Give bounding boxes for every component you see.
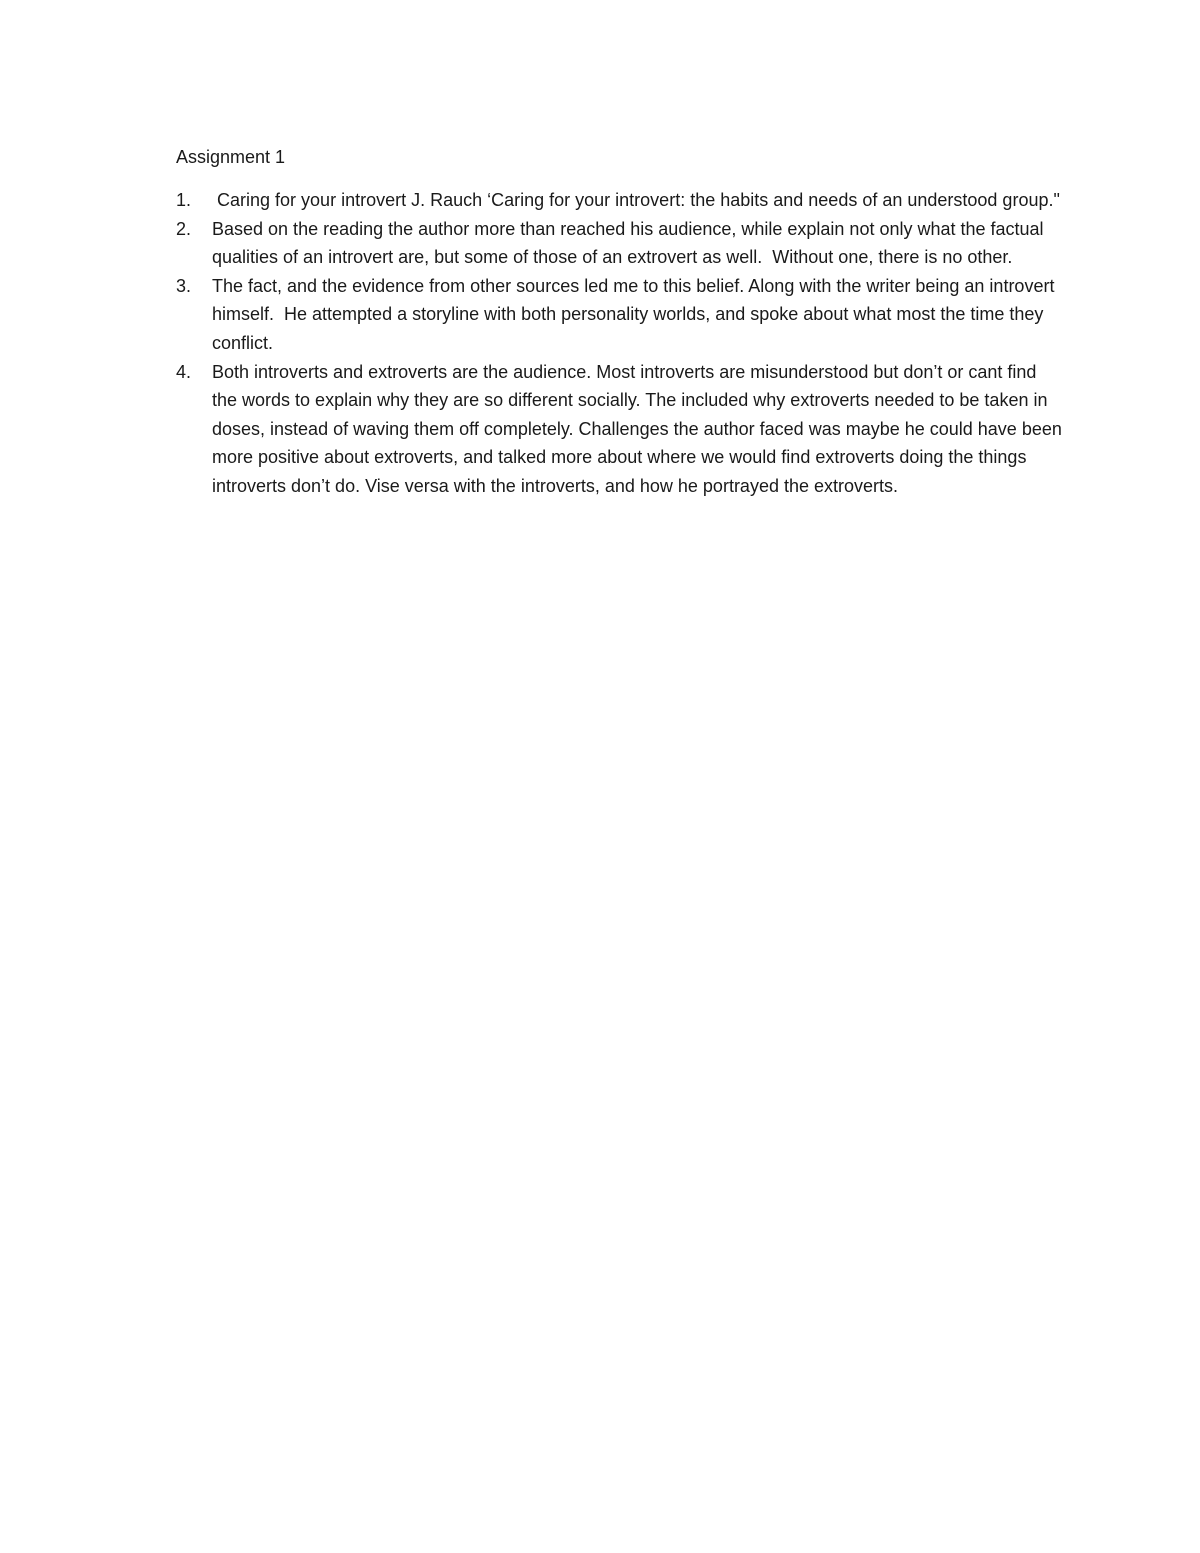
numbered-list bbox=[176, 186, 1066, 501]
list-item-text: Caring for your introvert J. Rauch ‘Caring for your introvert: the habits and needs of an understood group." bbox=[212, 190, 1060, 210]
list-item-text: Based on the reading the author more than reached his audience, while explain not only what the factual qualities of an introvert are, but some of those of an extrovert as well. Without one, there is no other. bbox=[212, 218, 1049, 268]
list-item-number: 2. bbox=[176, 218, 192, 239]
list-item-number: 1. bbox=[176, 190, 192, 210]
list-item-number: 4. bbox=[176, 361, 192, 382]
list-item-number: 3. bbox=[176, 275, 192, 296]
list-item bbox=[176, 186, 1066, 215]
list-item bbox=[176, 272, 1066, 358]
list-item bbox=[176, 358, 1066, 501]
list-item-text: Both introverts and extroverts are the audience. Most introverts are misunderstood but don’t or cant find the words to explain why they are so different socially. The included why extroverts needed to be taken in doses, instead of waving them off completely. Challenges the author faced was maybe he could have been more positive about extroverts, and talked more about where we would find extroverts doing the things introverts don’t do. Vise versa with the introverts, and how he portrayed the extroverts. bbox=[212, 361, 1067, 496]
document-title: Assignment 1 bbox=[176, 147, 286, 167]
list-item-text: The fact, and the evidence from other sources led me to this belief. Along with the writer being an introvert himself. He attempted a storyline with both personality worlds, and spoke about what most the time they conflict. bbox=[212, 275, 1060, 353]
list-item bbox=[176, 215, 1066, 272]
document-body bbox=[176, 143, 1066, 501]
